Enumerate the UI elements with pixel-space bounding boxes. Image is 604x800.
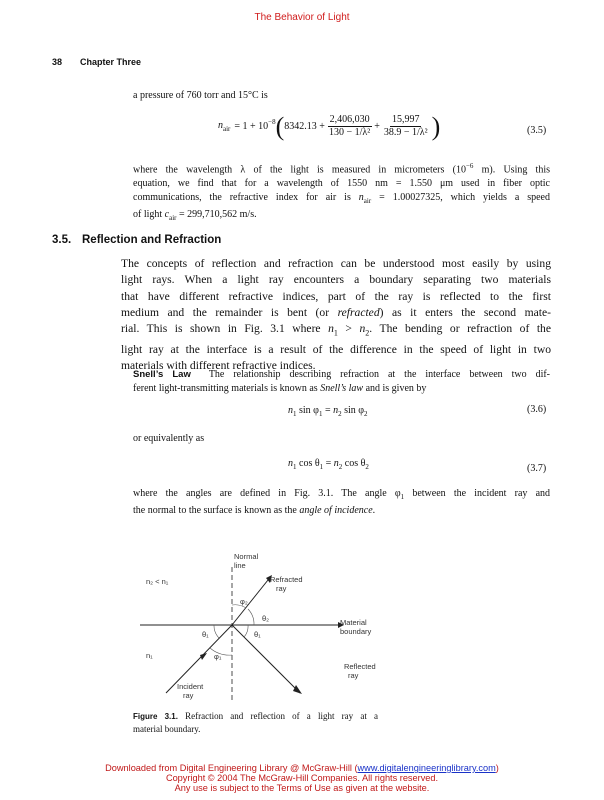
equation-3-6: $n_1$ $\sin \varphi_1 = n_2$ $\sin \varphi_2$ xyxy=(288,405,368,418)
footer-download: Downloaded from Digital Engineering Library @ McGraw-Hill (www.digitalengineeringlibrary.com) xyxy=(105,763,499,773)
page-number: 38 xyxy=(52,57,63,67)
reflected-arrowhead xyxy=(293,685,302,694)
figure-caption: Figure 3.1. Refraction and reflection of a light ray at a material boundary. xyxy=(133,711,379,734)
equation-3-7: $n_1$ $\cos \theta_1 = n_2$ $\cos \theta_2$ xyxy=(288,458,369,471)
label-n1: n₁ xyxy=(146,651,153,660)
footer-copyright: Copyright © 2004 The McGraw-Hill Companies. All rights reserved. xyxy=(165,773,439,783)
paragraph-air: where the wavelength λ of the light is measured in micrometers ($10^{-6}$ m). Using this equation, we find that for a wavelength of 1550 nm = 1.550 μm used in fiber optic communications, the refractive index for air is $n_{air} = 1.00027325$, which yields a speed of light $c_{air} = 299,710,562$ m/s. xyxy=(133,162,551,223)
snell-paragraph: Snell’s Law The relationship describing refraction at the interface between two dif- ferent light-transmitting materials is known as Snell’s law and is given by xyxy=(133,369,551,394)
label-theta1-right: θ₁ xyxy=(254,630,261,639)
equation-number-3-6: (3.6) xyxy=(527,404,547,415)
reflected-ray xyxy=(232,625,300,693)
theta1-left-arc xyxy=(214,625,219,638)
snell-law-heading: Snell’s Law xyxy=(133,369,191,380)
fraction-1: $\frac{2,406,030}{\text{130 − 1/λ²}}$ xyxy=(328,114,371,138)
section-heading: 3.5. Reflection and Refraction xyxy=(52,234,222,246)
label-incident-ray: Incident ray xyxy=(177,682,204,700)
footer-terms: Any use is subject to the Terms of Use as given at the website. xyxy=(174,783,430,793)
equation-3-5: $n_{air}$ = 1 + 10 $^{-8}$ ( 8342.13 + $\frac{2,406,030}{\text{130 − 1/λ²}}$ + $\frac{15,997}{\text{38.9 − 1/λ²}}$ ) xyxy=(218,111,441,141)
figure-label: Figure 3.1. xyxy=(133,712,178,721)
label-theta2: θ₂ xyxy=(262,614,270,623)
fraction-2: $\frac{15,997}{\text{38.9 − 1/λ²}}$ xyxy=(383,114,428,138)
theta1-right-arc xyxy=(244,625,248,637)
label-reflected-ray: Reflected ray xyxy=(344,662,376,680)
label-phi2: φ₂ xyxy=(240,597,248,606)
label-material-boundary: Material boundary xyxy=(340,618,372,636)
running-header: The Behavior of Light xyxy=(254,12,350,23)
or-equivalently: or equivalently as xyxy=(133,433,205,444)
paragraph-angle: where the angles are defined in Fig. 3.1. The angle $\varphi_1$ between the incident ray and the normal to the surface is known as the angle of incidence. xyxy=(133,488,551,516)
theta2-arc xyxy=(248,609,254,625)
chapter-title: Chapter Three xyxy=(80,57,142,67)
label-refracted-ray: Refracted ray xyxy=(270,575,303,593)
label-n2-lt-n1: n₂ < n₁ xyxy=(146,577,169,586)
intro-line: a pressure of 760 torr and 15°C is xyxy=(133,90,268,101)
library-link[interactable]: www.digitalengineeringlibrary.com xyxy=(357,763,496,773)
label-phi1: φ₁ xyxy=(214,652,222,661)
label-normal-line: Normal line xyxy=(234,552,259,570)
body-paragraph: The concepts of reflection and refraction can be understood most easily by using light rays. When a light ray encounters a boundary separating two materials that have different refractive indices, part of the ray is reflected to the first medium and the remainder is bent (or refracted) as it enters the second mate- rial. This is shown in Fig. 3.1 where $n_1 > n_2$. The bending or refraction of the light ray at the interface is a result of the difference in the speed of light in two materials with different refractive indices. xyxy=(121,257,551,373)
equation-number-3-5: (3.5) xyxy=(527,125,547,136)
incident-arrowhead xyxy=(200,653,207,660)
label-theta1-left: θ₁ xyxy=(202,630,209,639)
equation-number-3-7: (3.7) xyxy=(527,463,547,474)
